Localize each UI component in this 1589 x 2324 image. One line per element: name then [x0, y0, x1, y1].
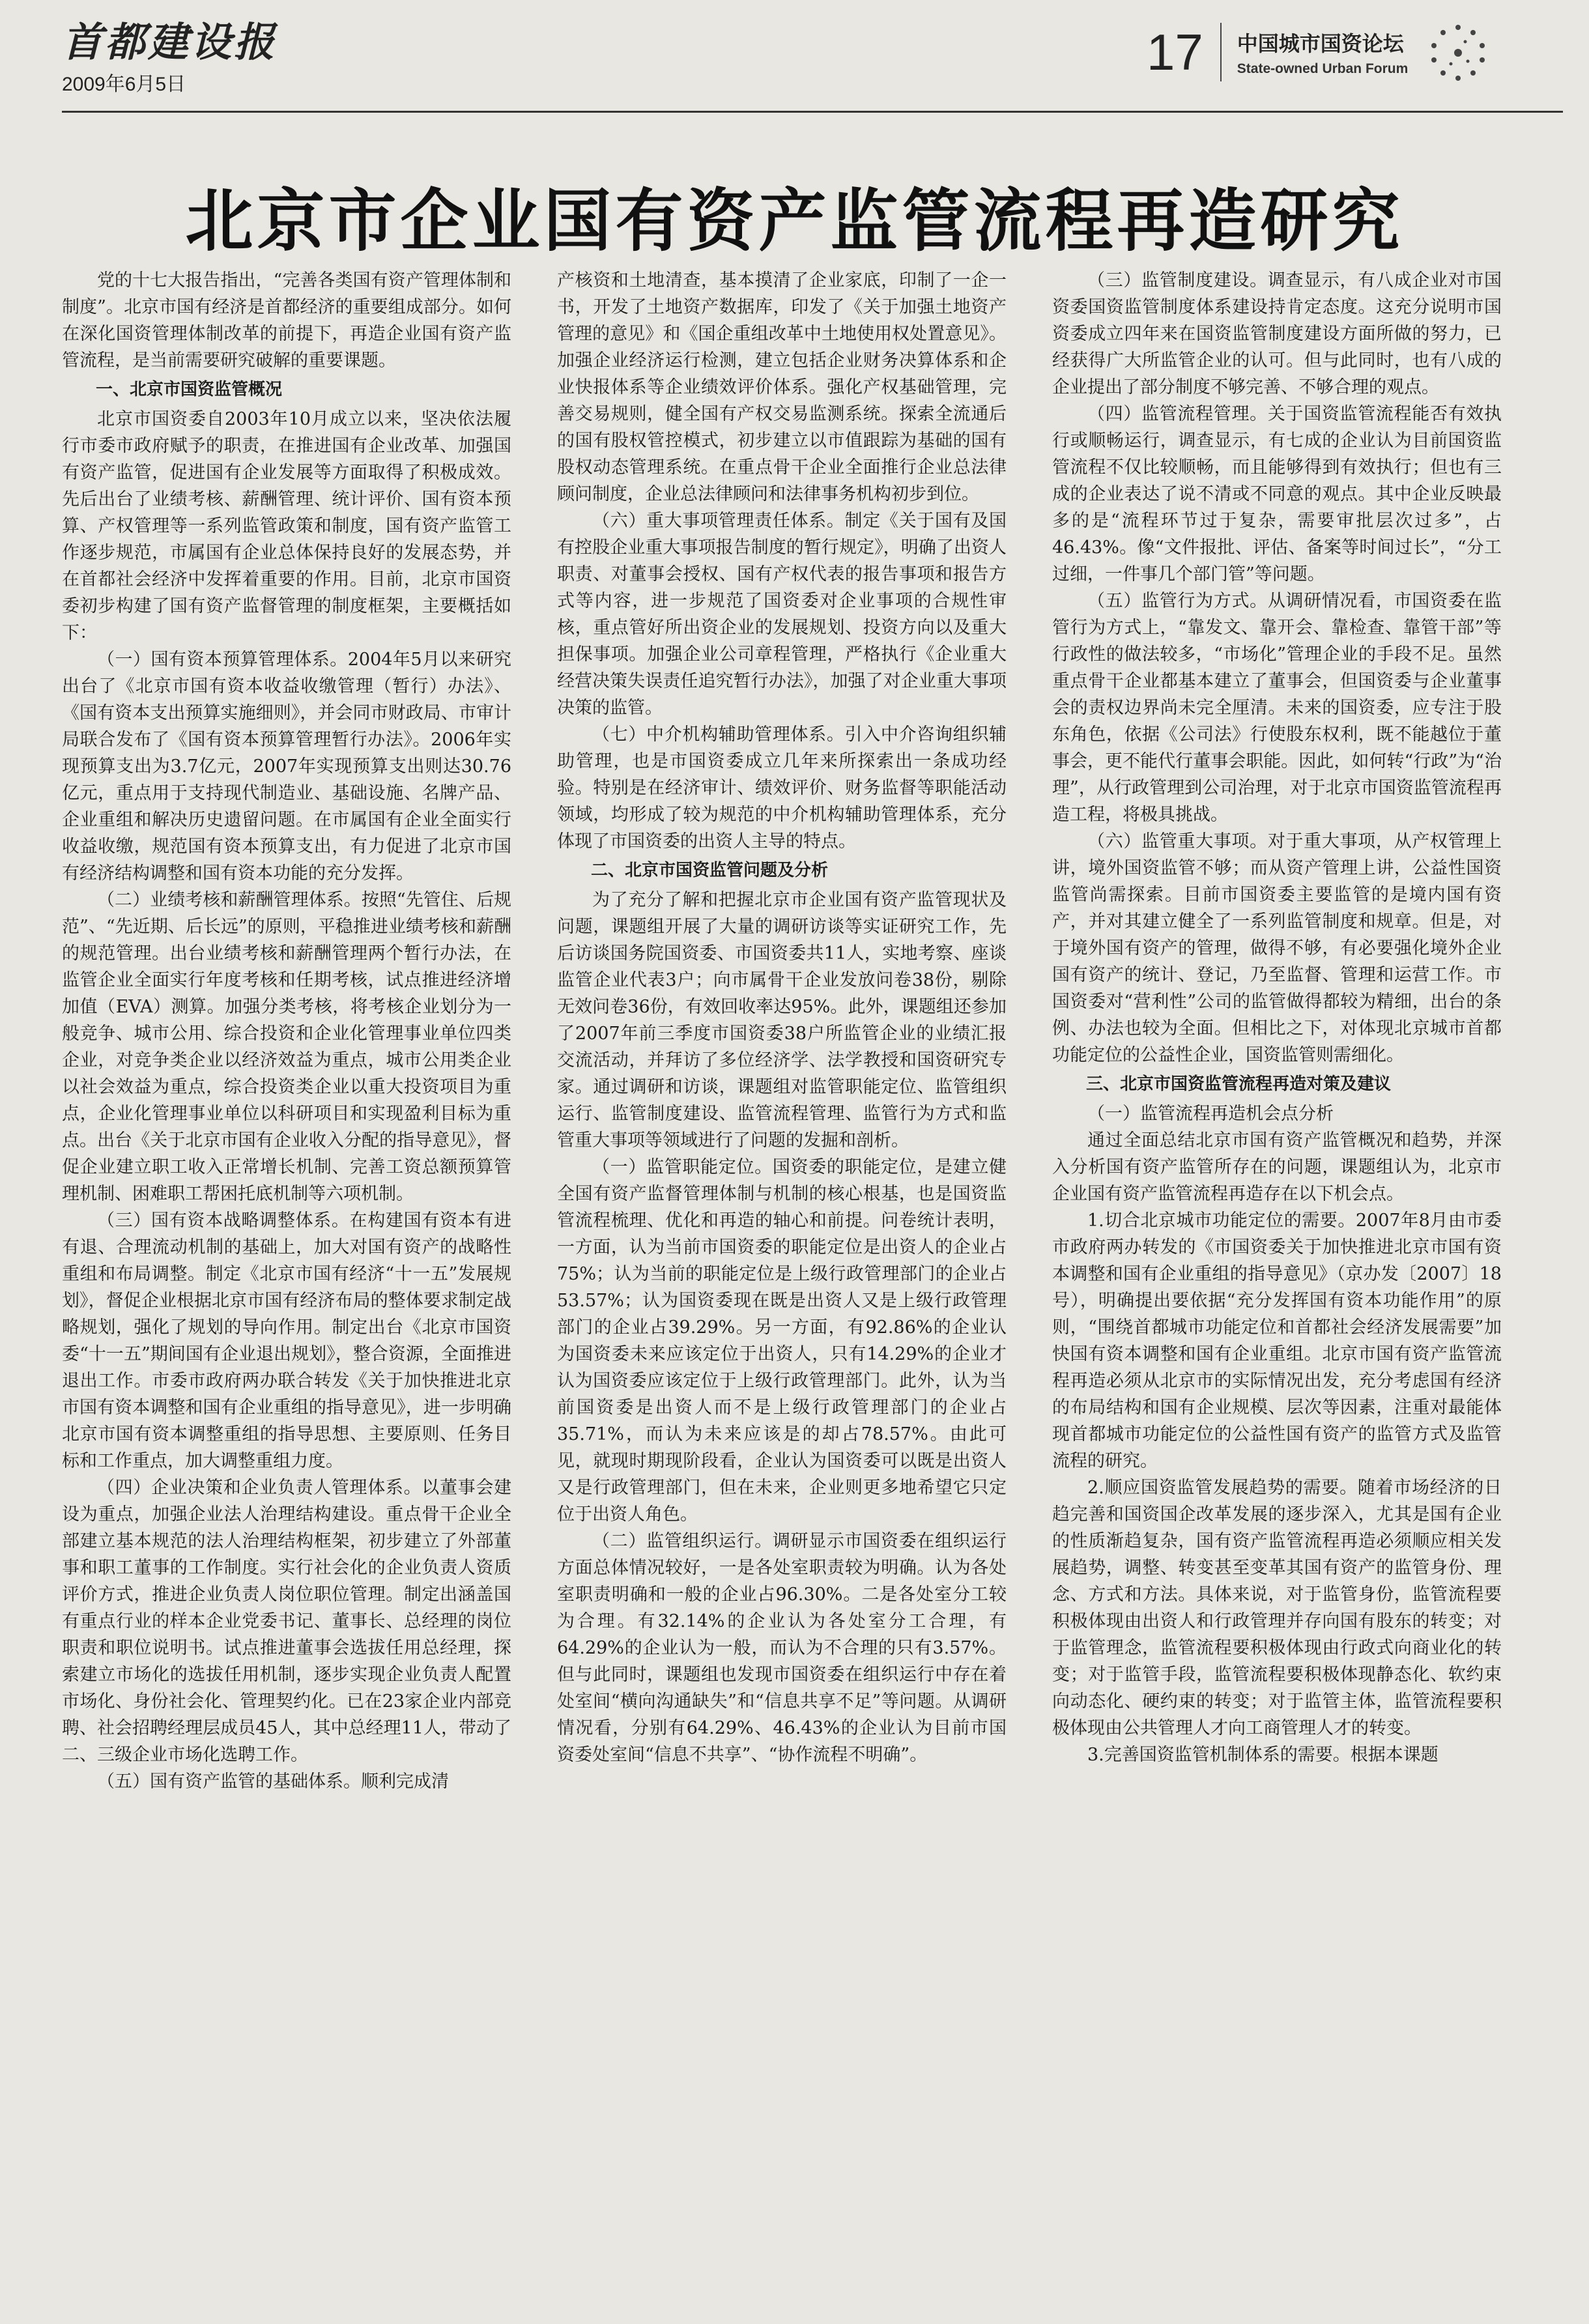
paragraph: 通过全面总结北京市国有资产监管概况和趋势，并深入分析国有资产监管所存在的问题，课题组认为，北京市企业国有资产监管流程再造存在以下机会点。	[1052, 1130, 1502, 1204]
paragraph: 产核资和土地清查，基本摸清了企业家底，印制了一企一书，开发了土地资产数据库，印发了《关于加强土地资产管理的意见》和《国企重组改革中土地使用权处置意见》。加强企业经济运行检测，建立包括企业财务决算体系和企业快报体系等企业绩效评价体系。强化产权基础管理，完善交易规则，健全国有产权交易监测系统。探索全流通后的国有股权管控模式，初步建立以市值跟踪为基础的国有股权动态管理系统。在重点骨干企业全面推行企业总法律顾问制度，企业总法律顾问和法律事务机构初步到位。	[557, 270, 1007, 504]
paragraph: 2.顺应国资监管发展趋势的需要。随着市场经济的日趋完善和国资国企改革发展的逐步深入，尤其是国有企业的性质渐趋复杂，国有资产监管流程再造必须顺应相关发展趋势，调整、转变甚至变革其国有资产的监管身份、理念、方式和方法。具体来说，对于监管身份，监管流程要积极体现由出资人和行政管理并存向国有股东的转变；对于监管理念，监管流程要积极体现由行政式向商业化的转变；对于监管手段，监管流程要积极体现静态化、软约束向动态化、硬约束的转变；对于监管主体，监管流程要积极体现由公共管理人才向工商管理人才的转变。	[1052, 1478, 1502, 1738]
paragraph: 北京市国资委自2003年10月成立以来，坚决依法履行市委市政府赋予的职责，在推进国有企业改革、加强国有资产监管，促进国有企业发展等方面取得了积极成效。先后出台了业绩考核、薪酬管理、统计评价、国有资本预算、产权管理等一系列监管政策和制度，国有资产监管工作逐步规范，市属国有企业总体保持良好的发展态势，并在首都社会经济中发挥着重要的作用。目前，北京市国资委初步构建了国有资产监督管理的制度框架，主要概括如下：	[62, 409, 511, 643]
paragraph: （五）监管行为方式。从调研情况看，市国资委在监管行为方式上，“靠发文、靠开会、靠检查、靠管干部”等行政性的做法较多，“市场化”管理企业的手段不足。虽然重点骨干企业都基本建立了董事会，但国资委与企业董事会的责权边界尚未完全厘清。未来的国资委，应专注于股东角色，依据《公司法》行使股东权利，既不能越位于董事会，更不能代行董事会职能。因此，如何转“行政”为“治理”，从行政管理到公司治理，对于北京市国资监管流程再造工程，将极具挑战。	[1052, 591, 1502, 825]
section-heading: 二、北京市国资监管问题及分析	[591, 861, 829, 880]
paragraph: （二）业绩考核和薪酬管理体系。按照“先管住、后规范”、“先近期、后长远”的原则，平稳推进业绩考核和薪酬的规范管理。出台业绩考核和薪酬管理两个暂行办法，在监管企业全面实行年度考核和任期考核，试点推进经济增加值（EVA）测算。加强分类考核，将考核企业划分为一般竞争、城市公用、综合投资和企业化管理事业单位四类企业，对竞争类企业以经济效益为重点，城市公用类企业以社会效益为重点，综合投资类企业以重大投资项目为重点，企业化管理事业单位以科研项目和实现盈利目标为重点。出台《关于北京市国有企业收入分配的指导意见》，督促企业建立职工收入正常增长机制、完善工资总额预算管理机制、困难职工帮困托底机制等六项机制。	[62, 890, 511, 1204]
forum-title-en: State-owned Urban Forum	[1237, 61, 1409, 76]
section-heading: 一、北京市国资监管概况	[96, 380, 283, 399]
paragraph: （一）国有资本预算管理体系。2004年5月以来研究出台了《北京市国有资本收益收缴管理（暂行）办法》、《国有资本支出预算实施细则》，并会同市财政局、市审计局联合发布了《国有资本预算管理暂行办法》。2006年实现预算支出为3.7亿元，2007年实现预算支出则达30.76亿元，重点用于支持现代制造业、基础设施、名牌产品、企业重组和解决历史遗留问题。在市属国有企业全面实行收益收缴，规范国有资本预算支出，有力促进了北京市国有经济结构调整和国有资本功能的充分发挥。	[62, 650, 511, 883]
paragraph: （六）重大事项管理责任体系。制定《关于国有及国有控股企业重大事项报告制度的暂行规定》，明确了出资人职责、对董事会授权、国有产权代表的报告事项和报告方式等内容，进一步规范了国资委对企业事项的合规性审核，重点管好所出资企业的发展规划、投资方向以及重大担保事项。加强企业公司章程管理，严格执行《企业重大经营决策失误责任追究暂行办法》，加强了对企业重大事项决策的监管。	[557, 511, 1007, 718]
paper-name: 首都建设报	[62, 18, 278, 66]
forum-title-cn: 中国城市国资论坛	[1237, 31, 1404, 56]
paragraph: （七）中介机构辅助管理体系。引入中介咨询组织辅助管理，也是市国资委成立几年来所探索出一条成功经验。特别是在经济审计、绩效评价、财务监督等职能活动领域，均形成了较为规范的中介机构辅助管理体系，充分体现了市国资委的出资人主导的特点。	[557, 724, 1007, 852]
section-heading: 三、北京市国资监管流程再造对策及建议	[1086, 1074, 1392, 1094]
paragraph: 党的十七大报告指出，“完善各类国有资产管理体制和制度”。北京市国有经济是首都经济的重要组成部分。如何在深化国资管理体制改革的前提下，再造企业国有资产监管流程，是当前需要研究破解的重要课题。	[62, 270, 511, 371]
issue-date: 2009年6月5日	[62, 74, 186, 95]
masthead	[62, 20, 277, 96]
article-column-1	[62, 267, 511, 2300]
paragraph: （一）监管职能定位。国资委的职能定位，是建立健全国有资产监督管理体制与机制的核心根基，也是国资监管流程梳理、优化和再造的轴心和前提。问卷统计表明，一方面，认为当前市国资委的职能定位是出资人的企业占75%；认为当前的职能定位是上级行政管理部门的企业占53.57%；认为国资委现在既是出资人又是上级行政管理部门的企业占39.29%。另一方面，有92.86%的企业认为国资委未来应该定位于出资人，只有14.29%的企业才认为国资委应该定位于上级行政管理部门。此外，认为当前国资委是出资人而不是上级行政管理部门的企业占35.71%，而认为未来应该是的却占78.57%。由此可见，就现时期现阶段看，企业认为国资委可以既是出资人又是行政管理部门，但在未来，企业则更多地希望它只定位于出资人角色。	[557, 1157, 1007, 1525]
paragraph: 1.切合北京城市功能定位的需要。2007年8月由市委市政府两办转发的《市国资委关于加快推进北京市国有资本调整和国有企业重组的指导意见》（京办发〔2007〕18号），明确提出要依据“充分发挥国有资本功能作用”的原则，“围绕首都城市功能定位和首都社会经济发展需要”加快国有资本调整和国有企业重组。北京市国有资产监管流程再造必须从北京市的实际情况出发，充分考虑国有经济的布局结构和国有企业规模、层次等因素，注重对最能体现首都城市功能定位的公益性国有资产的监管方式及监管流程的研究。	[1052, 1211, 1502, 1471]
paragraph: （四）监管流程管理。关于国资监管流程能否有效执行或顺畅运行，调查显示，有七成的企业认为目前国资监管流程不仅比较顺畅，而且能够得到有效执行；但也有三成的企业表达了说不清或不同意的观点。其中企业反映最多的是“流程环节过于复杂，需要审批层次过多”，占46.43%。像“文件报批、评估、备案等时间过长”，“分工过细，一件事几个部门管”等问题。	[1052, 404, 1502, 584]
article-column-3	[1052, 267, 1502, 2300]
forum-label	[1222, 27, 1409, 77]
paragraph: 3.完善国资监管机制体系的需要。根据本课题	[1087, 1745, 1439, 1765]
paragraph: （五）国有资产监管的基础体系。顺利完成清	[97, 1772, 449, 1792]
paragraph: （四）企业决策和企业负责人管理体系。以董事会建设为重点，加强企业法人治理结构建设。重点骨干企业全部建立基本规范的法人治理结构框架，初步建立了外部董事和职工董事的工作制度。实行社会化的企业负责人资质评价方式，推进企业负责人岗位职位管理。制定出涵盖国有重点行业的样本企业党委书记、董事长、总经理的岗位职责和职位说明书。试点推进董事会选拔任用总经理，探索建立市场化的选拔任用机制，逐步实现企业负责人配置市场化、身份社会化、管理契约化。已在23家企业内部竞聘、社会招聘经理层成员45人，其中总经理11人，带动了二、三级企业市场化选聘工作。	[62, 1478, 511, 1765]
article-title: 北京市企业国有资产监管流程再造研究	[185, 180, 1404, 261]
article-column-2	[557, 267, 1007, 2300]
header-rule	[62, 111, 1563, 113]
page-number: 17	[1147, 23, 1222, 81]
paragraph: （三）监管制度建设。调查显示，有八成企业对市国资委国资监管制度体系建设持肯定态度。这充分说明市国资委成立四年来在国资监管制度建设方面所做的努力，已经获得广大所监管企业的认可。但与此同时，也有八成的企业提出了部分制度不够完善、不够合理的观点。	[1052, 270, 1502, 397]
forum-logo-icon	[1422, 20, 1494, 85]
page-header	[1147, 20, 1494, 85]
paragraph: （三）国有资本战略调整体系。在构建国有资本有进有退、合理流动机制的基础上，加大对国有资产的战略性重组和布局调整。制定《北京市国有经济“十一五”发展规划》，督促企业根据北京市国有经济布局的整体要求制定战略规划，强化了规划的导向作用。制定出台《北京市国资委“十一五”期间国有企业退出规划》，整合资源，全面推进退出工作。市委市政府两办联合转发《关于加快推进北京市国有资本调整和国有企业重组的指导意见》，进一步明确北京市国有资本调整重组的指导思想、主要原则、任务目标和工作重点，加大调整重组力度。	[62, 1211, 511, 1471]
subsection-heading: （一）监管流程再造机会点分析	[1087, 1104, 1334, 1124]
paragraph: （二）监管组织运行。调研显示市国资委在组织运行方面总体情况较好，一是各处室职责较为明确。认为各处室职责明确和一般的企业占96.30%。二是各处室分工较为合理。有32.14%的企业认为各处室分工合理，有64.29%的企业认为一般，而认为不合理的只有3.57%。但与此同时，课题组也发现市国资委在组织运行中存在着处室间“横向沟通缺失”和“信息共享不足”等问题。从调研情况看，分别有64.29%、46.43%的企业认为目前市国资委处室间“信息不共享”、“协作流程不明确”。	[557, 1531, 1007, 1765]
paragraph: （六）监管重大事项。对于重大事项，从产权管理上讲，境外国资监管不够；而从资产管理上讲，公益性国资监管尚需探索。目前市国资委主要监管的是境内国有资产，并对其建立健全了一系列监管制度和规章。但是，对于境外国有资产的管理，做得不够，有必要强化境外企业国有资产的统计、登记，乃至监督、管理和运营工作。市国资委对“营利性”公司的监管做得都较为精细，出台的条例、办法也较为全面。但相比之下，对体现北京城市首都功能定位的公益性企业，国资监管则需细化。	[1052, 831, 1502, 1065]
paragraph: 为了充分了解和把握北京市企业国有资产监管现状及问题，课题组开展了大量的调研访谈等实证研究工作，先后访谈国务院国资委、市国资委共11人，实地考察、座谈监管企业代表3户；向市属骨干企业发放问卷38份，剔除无效问卷36份，有效回收率达95%。此外，课题组还参加了2007年前三季度市国资委38户所监管企业的业绩汇报交流活动，并拜访了多位经济学、法学教授和国资研究专家。通过调研和访谈，课题组对监管职能定位、监管组织运行、监管制度建设、监管流程管理、监管行为方式和监管重大事项等领域进行了问题的发掘和剖析。	[557, 890, 1007, 1151]
